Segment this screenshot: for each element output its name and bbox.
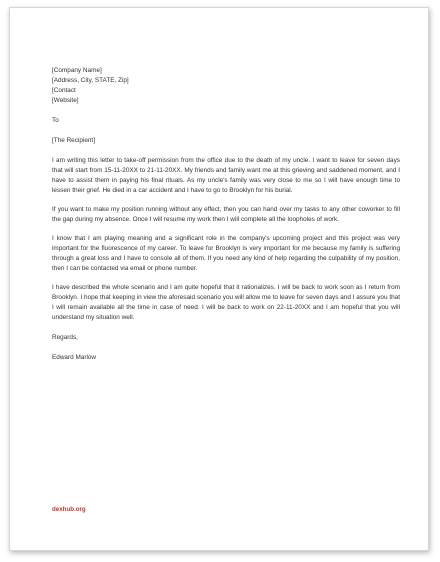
letter-body (52, 66, 400, 363)
to-label: To (52, 117, 59, 124)
letter-paragraph-2: If you want to make my position running without any effect, then you can hand over my tasks to any other coworker to fill the gap during my absence. Once I will resume my work then I will complete all the loopholes of work. (52, 206, 400, 223)
closing-salutation: Regards, (52, 334, 78, 341)
letter-paragraph-1: I am writing this letter to take-off permission from the office due to the death of my uncle. I want to leave for seven days that will start from 15-11-20XX to 21-11-20XX. My friends and family want me at this grieving and saddened moment, and I have to assist them in paying his final rituals. As my uncle's family was very close to me so I will have enough time to lessen their grief. He died in a car accident and I have to go to Brooklyn for his burial. (52, 157, 400, 194)
recipient-name: [The Recipient] (52, 137, 95, 144)
letter-paragraph-3: I know that I am playing meaning and a significant role in the company's upcoming project and this project was very important for the fluorescence of my career. To leave for Brooklyn is very important for me because my family is suffering through a great loss and I have to console all of them. If you need any kind of help regarding the culpability of my position, then I can be contacted via email or phone number. (52, 235, 400, 272)
sender-address: [Address, City, STATE, Zip] (52, 77, 129, 84)
sender-company-name: [Company Name] (52, 67, 102, 74)
footer-brand: dexhub.org (52, 506, 86, 513)
signature-name: Edward Marlow (52, 354, 97, 361)
letter-paragraph-4: I have described the whole scenario and I am quite hopeful that it rationalizes. I will be back to work soon as I return from Brooklyn. I hope that keeping in view the aforesaid scenario you will allow me to leave for seven days and I assure you that I will remain available all the time in case of need. I will be back to work on 22-11-20XX and I am hopeful that you will understand my situation well. (52, 284, 400, 321)
sender-website: [Website] (52, 97, 79, 104)
sender-contact: [Contact (52, 87, 76, 94)
letter-page (9, 7, 429, 551)
sender-address-block (52, 66, 400, 106)
